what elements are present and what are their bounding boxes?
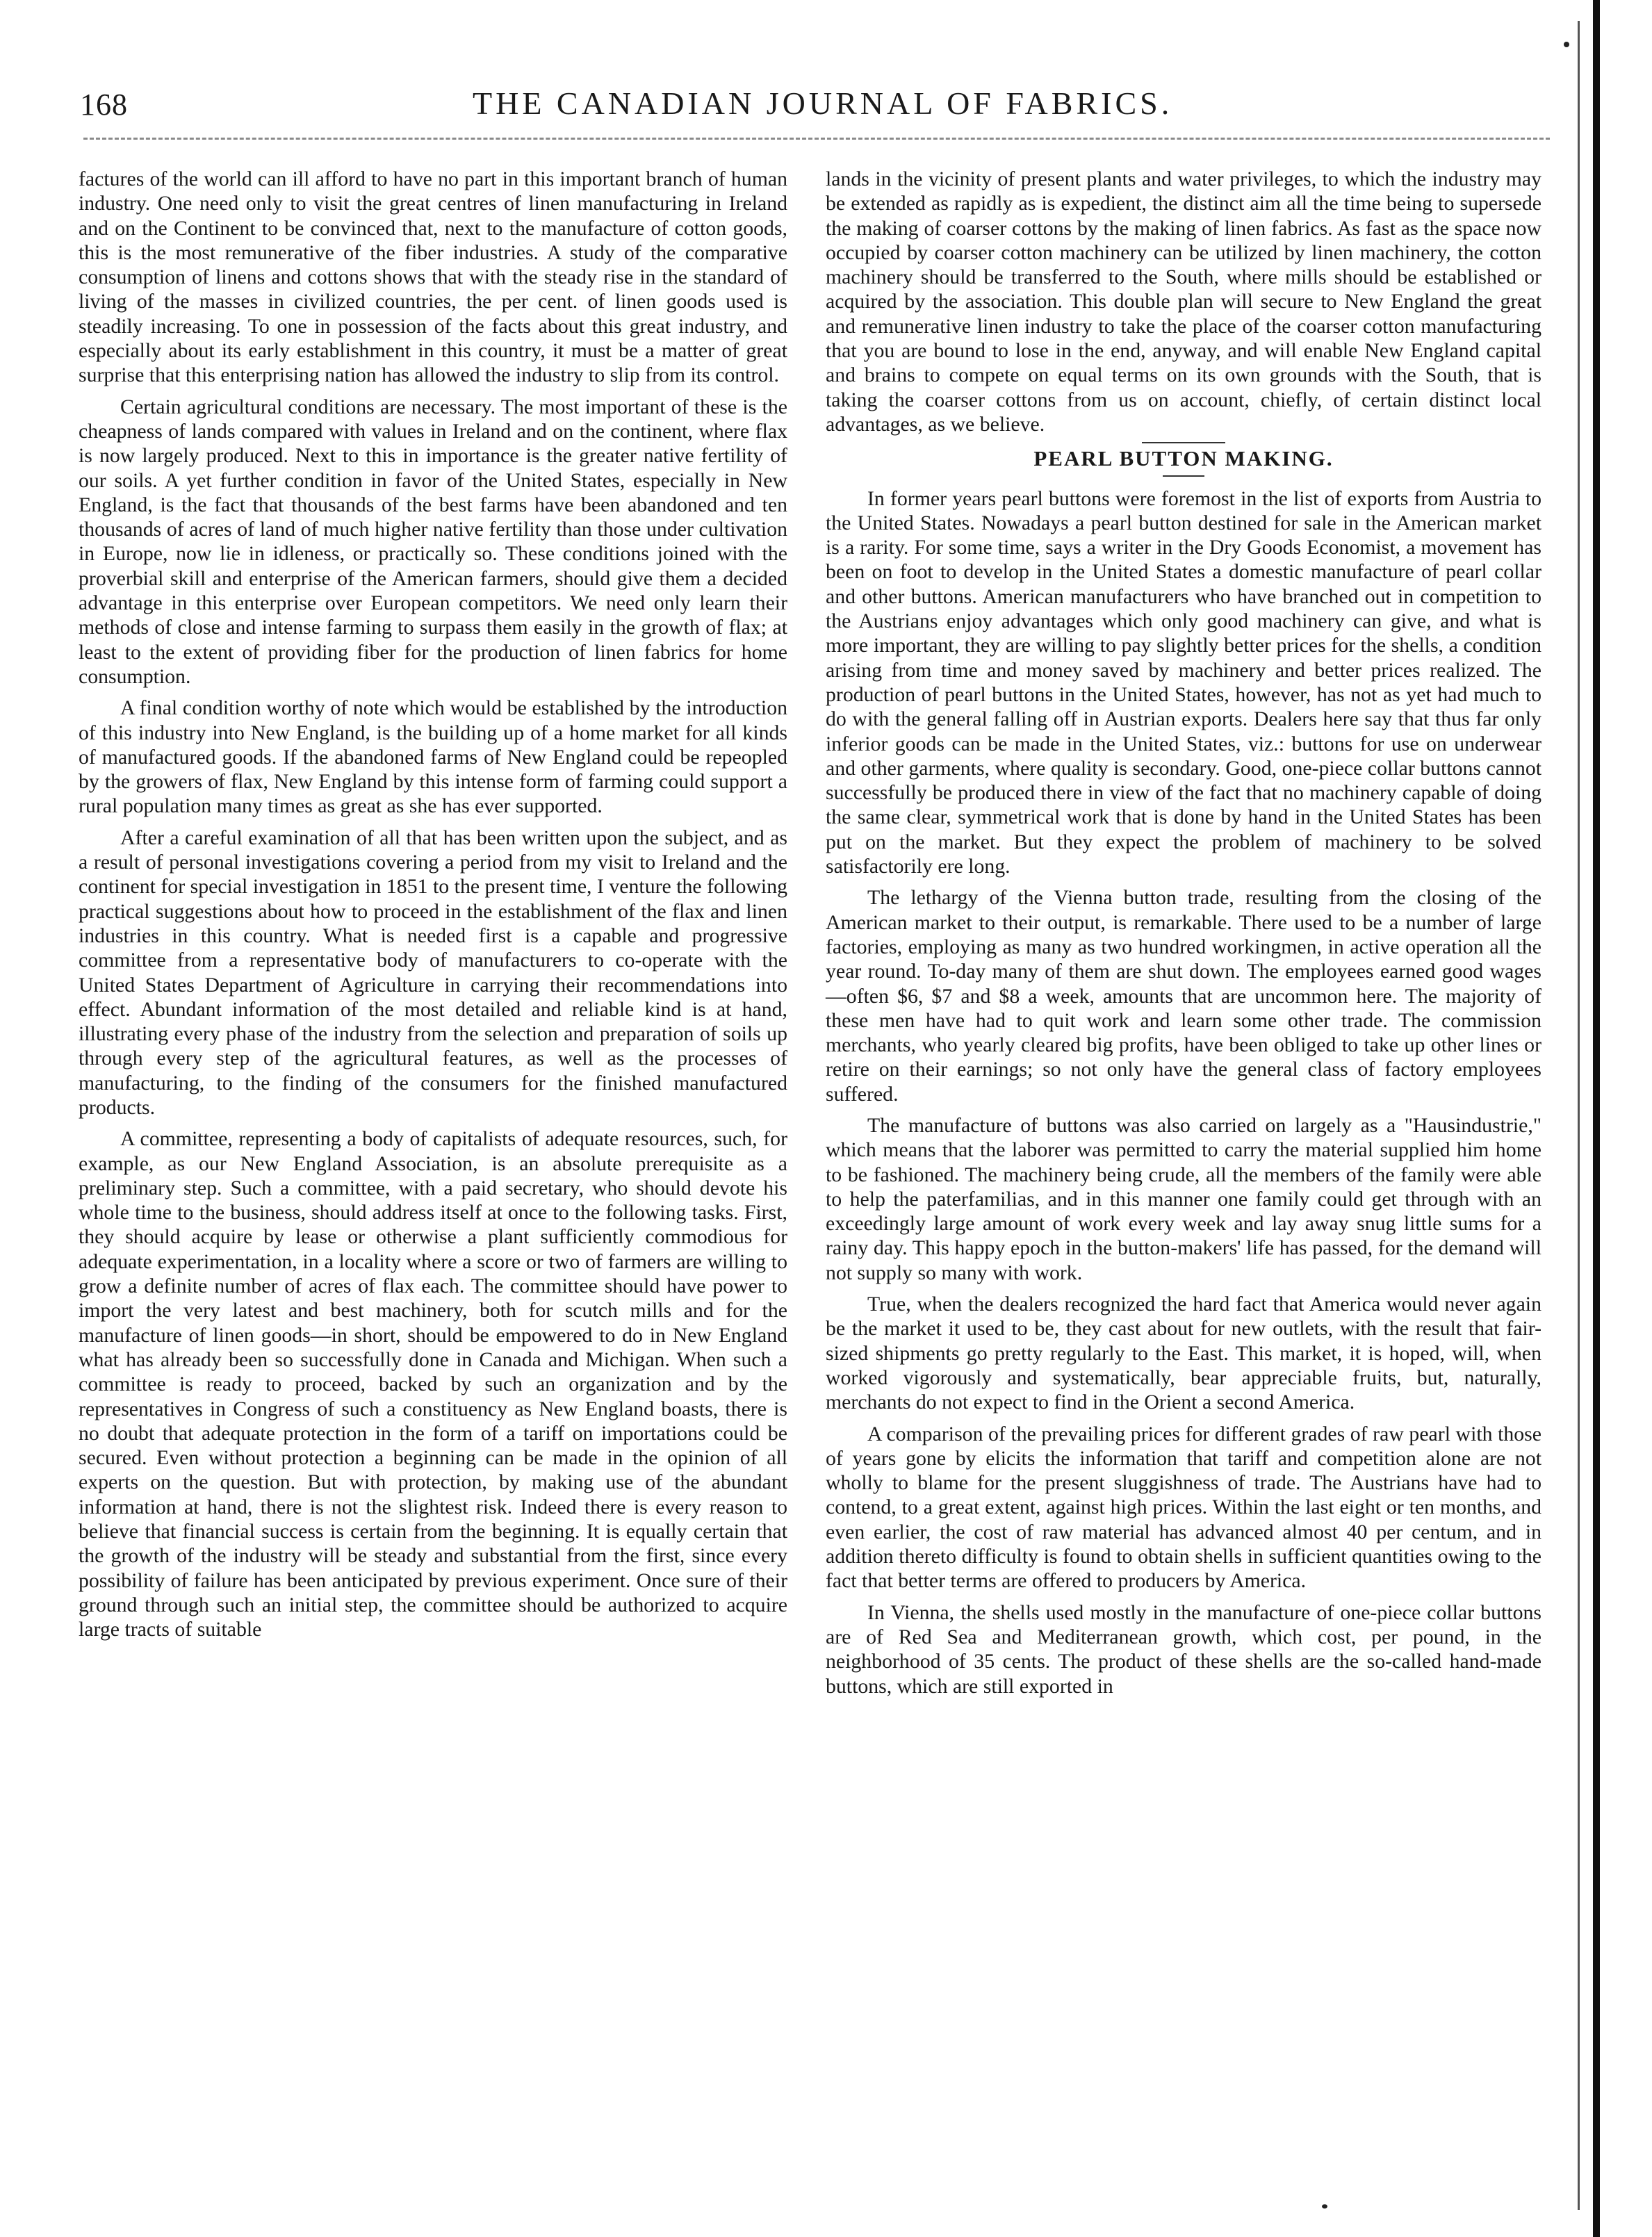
paragraph: After a careful examination of all that has been written upon the subject, and as a result of personal investigations covering a period from my visit to Ireland and the continent for special investigation in 1851 to the present time, I venture the following practical suggestions about how to proceed in the establishment of the flax and linen industries in this country. What is needed first is a capable and progressive committee from a representative body of manufacturers to co-operate with the United States Department of Agriculture in carrying their recommendations into effect. Abundant information of the most detailed and reliable kind is at hand, illustrating every phase of the industry from the selection and preparation of soils up through every step of the agricultural features, as well as the processes of manufacturing, to the finding of the consumers for the finished manufactured products. <box>79 826 787 1119</box>
paragraph: Certain agricultural conditions are necessary. The most important of these is the cheapness of lands compared with values in Ireland and on the continent, where flax is now largely produced. Next to this in importance is the greater native fertility of our soils. A yet further condition in favor of the United States, especially in New England, is the fact that thousands of the best farms have been abandoned and ten thousands of acres of land of much higher native fertility than those under cultivation in Europe, now lie in idleness, or practically so. These conditions joined with the proverbial skill and enterprise of the American farmers, should give them a decided advantage in this enterprise over European competitors. We need only learn their methods of close and intense farming to surpass them easily in the growth of flax; at least to the extent of providing fiber for the production of linen fabrics for home consumption. <box>79 395 787 688</box>
journal-title: THE CANADIAN JOURNAL OF FABRICS. <box>473 85 1173 121</box>
paragraph: The manufacture of buttons was also carried on largely as a "Hausindustrie," which means that the laborer was permitted to carry the material supplied him home to be fashioned. The machinery being crude, all the members of the family were able to help the paterfamilias, and in this manner one family could get through with an exceedingly large amount of work every week and lay away snug little sums for a rainy day. This happy epoch in the button-makers' life has passed, for the demand will not supply so many with work. <box>826 1113 1541 1284</box>
paragraph: True, when the dealers recognized the hard fact that America would never again be the market it used to be, they cast about for new outlets, with the result that fair-sized shipments go pretty regularly to the East. This market, it is hoped, will, when worked vigorously and systematically, bear appreciable fruits, but, naturally, merchants do not expect to find in the Orient a second America. <box>826 1293 1541 1414</box>
paragraph: The lethargy of the Vienna button trade, resulting from the closing of the American market to their output, is remarkable. There used to be a number of large factories, employing as many as two hundred workingmen, in active operation all the year round. To-day many of them are shut down. The employees earned good wages—often $6, $7 and $8 a week, amounts that are uncommon here. The majority of these men have had to quit work and learn some other trade. The commission merchants, who yearly cleared big profits, have been obliged to take up other lines or retire on their earnings; so not only have the general class of factory employees suffered. <box>826 886 1541 1106</box>
paragraph: A final condition worthy of note which would be established by the introduction of this industry into New England, is the building up of a home market for all kinds of manufactured goods. If the abandoned farms of New England could be repeopled by the growers of flax, New England by this intense form of farming could support a rural population many times as great as she has ever supported. <box>79 696 787 818</box>
paragraph: factures of the world can ill afford to have no part in this important branch of human industry. One need only to visit the great centres of linen manufacturing in Ireland and on the Continent to be convinced that, next to the manufacture of cotton goods, this is the most remunerative of the fiber industries. A study of the comparative consumption of linens and cottons shows that with the steady rise in the standard of living of the masses in civilized countries, the per cent. of linen goods used is steadily increasing. To one in possession of the facts about this great industry, and especially about its early establishment in this country, it must be a matter of great surprise that this enterprising nation has allowed the industry to slip from its control. <box>79 167 787 387</box>
page-number: 168 <box>80 88 128 122</box>
scan-edge-line <box>1578 21 1580 2210</box>
paragraph: lands in the vicinity of present plants and water privileges, to which the industry may be extended as rapidly as is expedient, the distinct aim all the time being to supersede the making of coarser cottons by the making of linen fabrics. As fast as the space now occupied by coarser cotton machinery can be utilized by linen machinery, the cotton machinery should be transferred to the South, where mills should be established or acquired by the association. This double plan will secure to New England the great and remunerative linen industry to take the place of the coarser cotton manufacturing that you are bound to lose in the end, anyway, and will enable New England capital and brains to compete on equal terms on its own grounds with the South, that is taking the coarser cottons from us on account, chiefly, of certain distinct local advantages, as we believe. <box>826 167 1541 436</box>
paragraph: A committee, representing a body of capitalists of adequate resources, such, for example, as our New England Association, is an absolute prerequisite as a preliminary step. Such a committee, with a paid secretary, who should devote his whole time to the business, should address itself at once to the following tasks. First, they should acquire by lease or otherwise a plant sufficiently commodious for adequate experimentation, in a locality where a score or two of farmers are willing to grow a definite number of acres of flax each. The committee should have power to import the very latest and best machinery, both for scutch mills and for the manufacture of linen goods—in short, should be empowered to do in New England what has already been so successfully done in Canada and Michigan. When such a committee is ready to proceed, backed by such an organization and by the representatives in Congress of such a constituency as New England boasts, there is no doubt that adequate protection in the form of a tariff on importations could be secured. Even without protection a beginning can be made in the opinion of all experts on the question. But with protection, by making use of the abundant information at hand, there is not the slightest risk. Indeed there is every reason to believe that financial success is certain from the beginning. It is equally certain that the growth of the industry will be steady and substantial from the first, since every possibility of failure has been anticipated by previous experiment. Once sure of their ground through such an initial step, the committee should be authorized to acquire large tracts of suitable <box>79 1127 787 1641</box>
scan-speck <box>1322 2204 1327 2209</box>
paragraph: A comparison of the prevailing prices for different grades of raw pearl with those of years gone by elicits the information that tariff and competition alone are not wholly to blame for the present sluggishness of trade. The Austrians have had to contend, to a great extent, against high prices. Within the last eight or ten months, and even earlier, the cost of raw material has advanced almost 40 per centum, and in addition thereto difficulty is found to obtain shells in sufficient quantities owing to the fact that better terms are offered to producers by America. <box>826 1422 1541 1593</box>
scan-speck <box>1564 42 1569 47</box>
paragraph: In former years pearl buttons were foremost in the list of exports from Austria to the United States. Nowadays a pearl button destined for sale in the American market is a rarity. For some time, says a writer in the Dry Goods Economist, a movement has been on foot to develop in the United States a domestic manufacture of pearl collar and other buttons. American manufacturers who have branched out in competition to the Austrians enjoy advantages which only good machinery can give, and what is more important, they are willing to pay slightly better prices for the shells, a condition arising from time and money saved by machinery and better prices realized. The production of pearl buttons in the United States, however, has not as yet had much to do with the general falling off in Austrian exports. Dealers here say that thus far only inferior goods can be made in the United States, viz.: buttons for use on underwear and other garments, where quality is secondary. Good, one-piece collar buttons cannot successfully be produced there in view of the fact that no machinery capable of doing the same clear, symmetrical work that is done by hand in the United States has been put on the market. But they expect the problem of machinery to be solved satisfactorily ere long. <box>826 486 1541 878</box>
left-column <box>79 167 787 1649</box>
section-heading: PEARL BUTTON MAKING. <box>826 446 1541 470</box>
scan-edge-border <box>1593 0 1600 2237</box>
paragraph: In Vienna, the shells used mostly in the manufacture of one-piece collar buttons are of Red Sea and Mediterranean growth, which cost, per pound, in the neighborhood of 35 cents. The product of these shells are the so-called hand-made buttons, which are still exported in <box>826 1600 1541 1698</box>
right-column <box>826 167 1541 1705</box>
header-rule <box>83 138 1550 140</box>
